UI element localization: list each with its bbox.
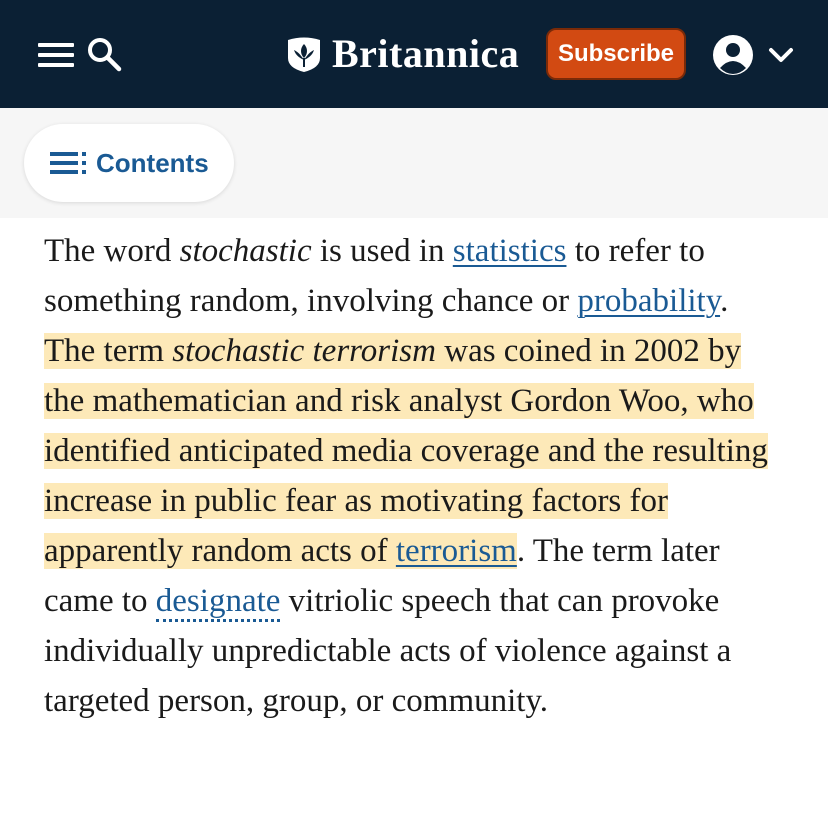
text-segment: is used in [311,233,453,269]
top-navigation-bar [0,0,828,108]
italic-term: stochastic [179,233,312,269]
text-segment: The term [44,333,173,369]
text-segment: was coined in 2002 by the mathematician and risk analyst Gordon Woo, who identified anticipated media coverage and the resulting increase in public fear as motivating factors for apparently random acts of [44,333,768,569]
text-segment: . [720,283,729,319]
article-body [44,226,784,726]
italic-term: stochastic terrorism [172,333,436,369]
link-terrorism[interactable]: terrorism [395,533,517,569]
contents-button[interactable] [24,124,234,202]
logo-text: Britannica [332,31,520,76]
thistle-logo-icon [286,36,322,72]
britannica-logo[interactable] [286,30,519,78]
contents-label: Contents [96,147,209,178]
account-icon[interactable] [712,34,754,76]
text-segment: to refer to something random, involving chance or [44,233,705,319]
article-paragraph [44,226,784,726]
search-icon[interactable] [86,36,122,72]
menu-icon[interactable] [38,43,74,67]
chevron-down-icon[interactable] [768,42,794,68]
subscribe-button[interactable]: Subscribe [546,28,686,80]
link-statistics[interactable]: statistics [452,233,567,269]
link-designate[interactable]: designate [156,583,281,622]
list-icon [50,152,86,174]
text-segment: The word [44,233,180,269]
text-segment: . The term later came to [44,533,720,619]
text-segment: vitriolic speech that can provoke individually unpredictable acts of violence against a targeted person, group, or community. [44,583,732,719]
link-probability[interactable]: probability [577,283,721,319]
